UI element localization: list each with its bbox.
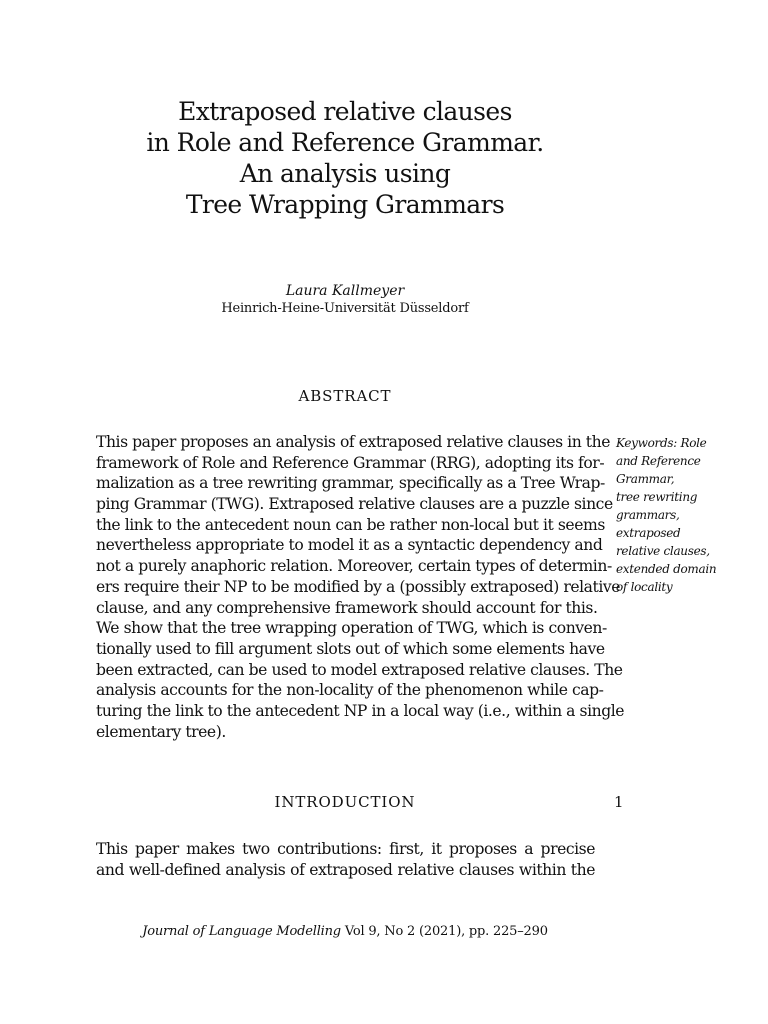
abstract-line: analysis accounts for the non-locality of the phenomenon while cap- [96,681,604,700]
title-line: Extraposed relative clauses [178,97,512,126]
keywords-line: Keywords: Role [616,436,707,450]
abstract-line: been extracted, can be used to model extraposed relative clauses. The [96,660,623,679]
title-line: in Role and Reference Grammar. [146,128,544,157]
abstract-line: not a purely anaphoric relation. Moreover, certain types of determin- [96,557,612,576]
abstract-heading: ABSTRACT [298,387,392,405]
abstract-body [96,432,625,742]
keywords-line: extraposed [616,526,681,540]
abstract-line: framework of Role and Reference Grammar (RRG), adopting its for- [96,453,605,472]
abstract-line: ping Grammar (TWG). Extraposed relative clauses are a puzzle since [96,495,613,514]
introduction-heading: INTRODUCTION [274,793,416,811]
keywords-line: tree rewriting [616,490,698,504]
section-number: 1 [614,793,624,811]
abstract-line: elementary tree). [96,722,226,741]
abstract-line: We show that the tree wrapping operation of TWG, which is conven- [96,619,607,638]
abstract-line: the link to the antecedent noun can be rather non-local but it seems [96,515,605,534]
introduction-line: This paper makes two contributions: first, it proposes a precise [96,840,595,858]
abstract-line: ers require their NP to be modified by a (possibly extraposed) relative [96,577,621,596]
abstract-line: turing the link to the antecedent NP in a local way (i.e., within a single [96,701,625,720]
keywords-line: and Reference [616,454,701,468]
journal-details: Vol 9, No 2 (2021), pp. 225–290 [340,924,548,939]
abstract-line: clause, and any comprehensive framework should account for this. [96,598,598,617]
keywords-line: grammars, [616,508,680,522]
abstract-line: This paper proposes an analysis of extraposed relative clauses in the [96,433,610,451]
abstract-line: nevertheless appropriate to model it as a syntactic dependency and [96,536,603,555]
keywords-line: relative clauses, [616,544,710,558]
paper-title [95,96,595,220]
author-affiliation: Heinrich-Heine-Universität Düsseldorf [221,301,469,316]
keywords-sidebar [616,434,736,596]
introduction-body [96,839,595,880]
journal-name: Journal of Language Modelling [142,924,341,939]
title-line: An analysis using [239,159,451,188]
abstract-line: malization as a tree rewriting grammar, specifically as a Tree Wrap- [96,474,605,493]
keywords-line: extended domain [616,562,717,576]
keywords-line: of locality [616,580,673,594]
keywords-line: Grammar, [616,472,675,486]
abstract-line: tionally used to fill argument slots out of which some elements have [96,639,605,658]
journal-footer [95,923,595,940]
introduction-line: and well-defined analysis of extraposed relative clauses within the [96,860,595,879]
author-name: Laura Kallmeyer [285,283,405,299]
title-line: Tree Wrapping Grammars [185,190,505,219]
